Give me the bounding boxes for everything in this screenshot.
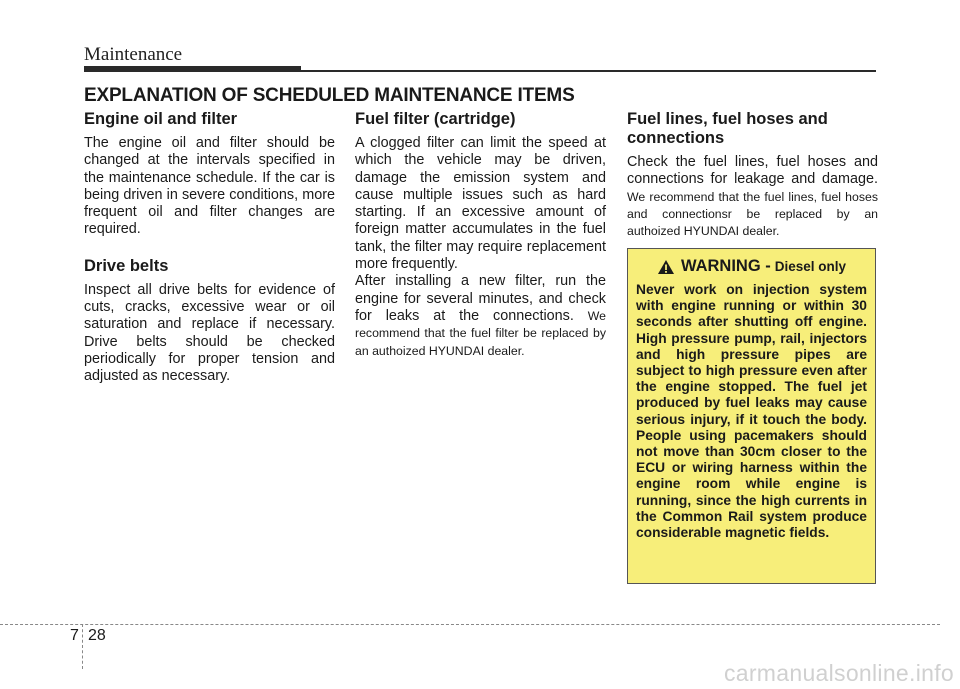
warning-header (636, 257, 867, 276)
section-title: EXPLANATION OF SCHEDULED MAINTENANCE ITEMS (84, 85, 575, 106)
fuel-filter-body2 (355, 273, 606, 359)
column-right (627, 110, 878, 240)
fuel-filter-body: A clogged filter can limit the speed at which the vehicle may be driven, damage the emission system and cause multiple issues such as hard starting. If an excessive amount of foreign matter accumulates in the fuel tank, the filter may require replacement more frequently. (355, 135, 606, 273)
warning-box (627, 248, 876, 584)
fuel-filter-title: Fuel filter (cartridge) (355, 110, 516, 128)
fuel-lines-paragraph (627, 154, 878, 240)
engine-oil-body: The engine oil and filter should be changed at the intervals specified in the maintenance schedule. If the car is being driven in severe conditions, more frequent oil and filter changes are required. (84, 135, 335, 238)
watermark: carmanualsonline.info (723, 660, 954, 686)
warning-triangle-icon (657, 259, 675, 275)
engine-oil-title: Engine oil and filter (84, 110, 238, 128)
warning-body: Never work on injection system with engine running or within 30 seconds after shutting off engine. High pressure pump, rail, injectors and high pressure pipes are subject to high pressure even after the engine stopped. The fuel jet produced by fuel leaks may cause serious injury, if it touch the body. People using pacemakers should not move than 30cm closer to the ECU or wiring harness within the engine room while engine is running, since the high currents in the Common Rail system produce considerable magnetic fields. (636, 282, 867, 541)
drive-belts-title: Drive belts (84, 256, 169, 275)
footer-divider (82, 624, 83, 669)
warning-label: WARNING - (680, 257, 771, 275)
page-header-title: Maintenance (84, 44, 183, 65)
fuel-filter-body2-text: After installing a new filter, run the engine for several minutes, and check for leaks at the connections. (355, 273, 606, 324)
fuel-filter-note: We recommend that the fuel filter be replaced by an authoized HYUNDAI dealer. (355, 308, 607, 358)
column-middle (355, 110, 606, 360)
column-left (84, 110, 335, 386)
page-number: 28 (88, 627, 106, 644)
header-rule-thin (301, 70, 876, 72)
fuel-lines-note: We recommend that the fuel lines, fuel hoses and connectionsr be replaced by an authoized HYUNDAI dealer. (627, 189, 878, 239)
warning-sublabel: Diesel only (774, 259, 847, 274)
fuel-lines-title: Fuel lines, fuel hoses and connections (627, 110, 828, 147)
header-rule-thick (84, 66, 301, 72)
drive-belts-body: Inspect all drive belts for evidence of cuts, cracks, excessive wear or oil saturation and replace if necessary. Drive belts should be checked periodically for proper tension and adjusted as necessary. (84, 281, 335, 385)
footer-rule (0, 624, 940, 625)
chapter-number: 7 (70, 627, 79, 644)
fuel-lines-body: Check the fuel lines, fuel hoses and connections for leakage and damage. (627, 154, 878, 188)
